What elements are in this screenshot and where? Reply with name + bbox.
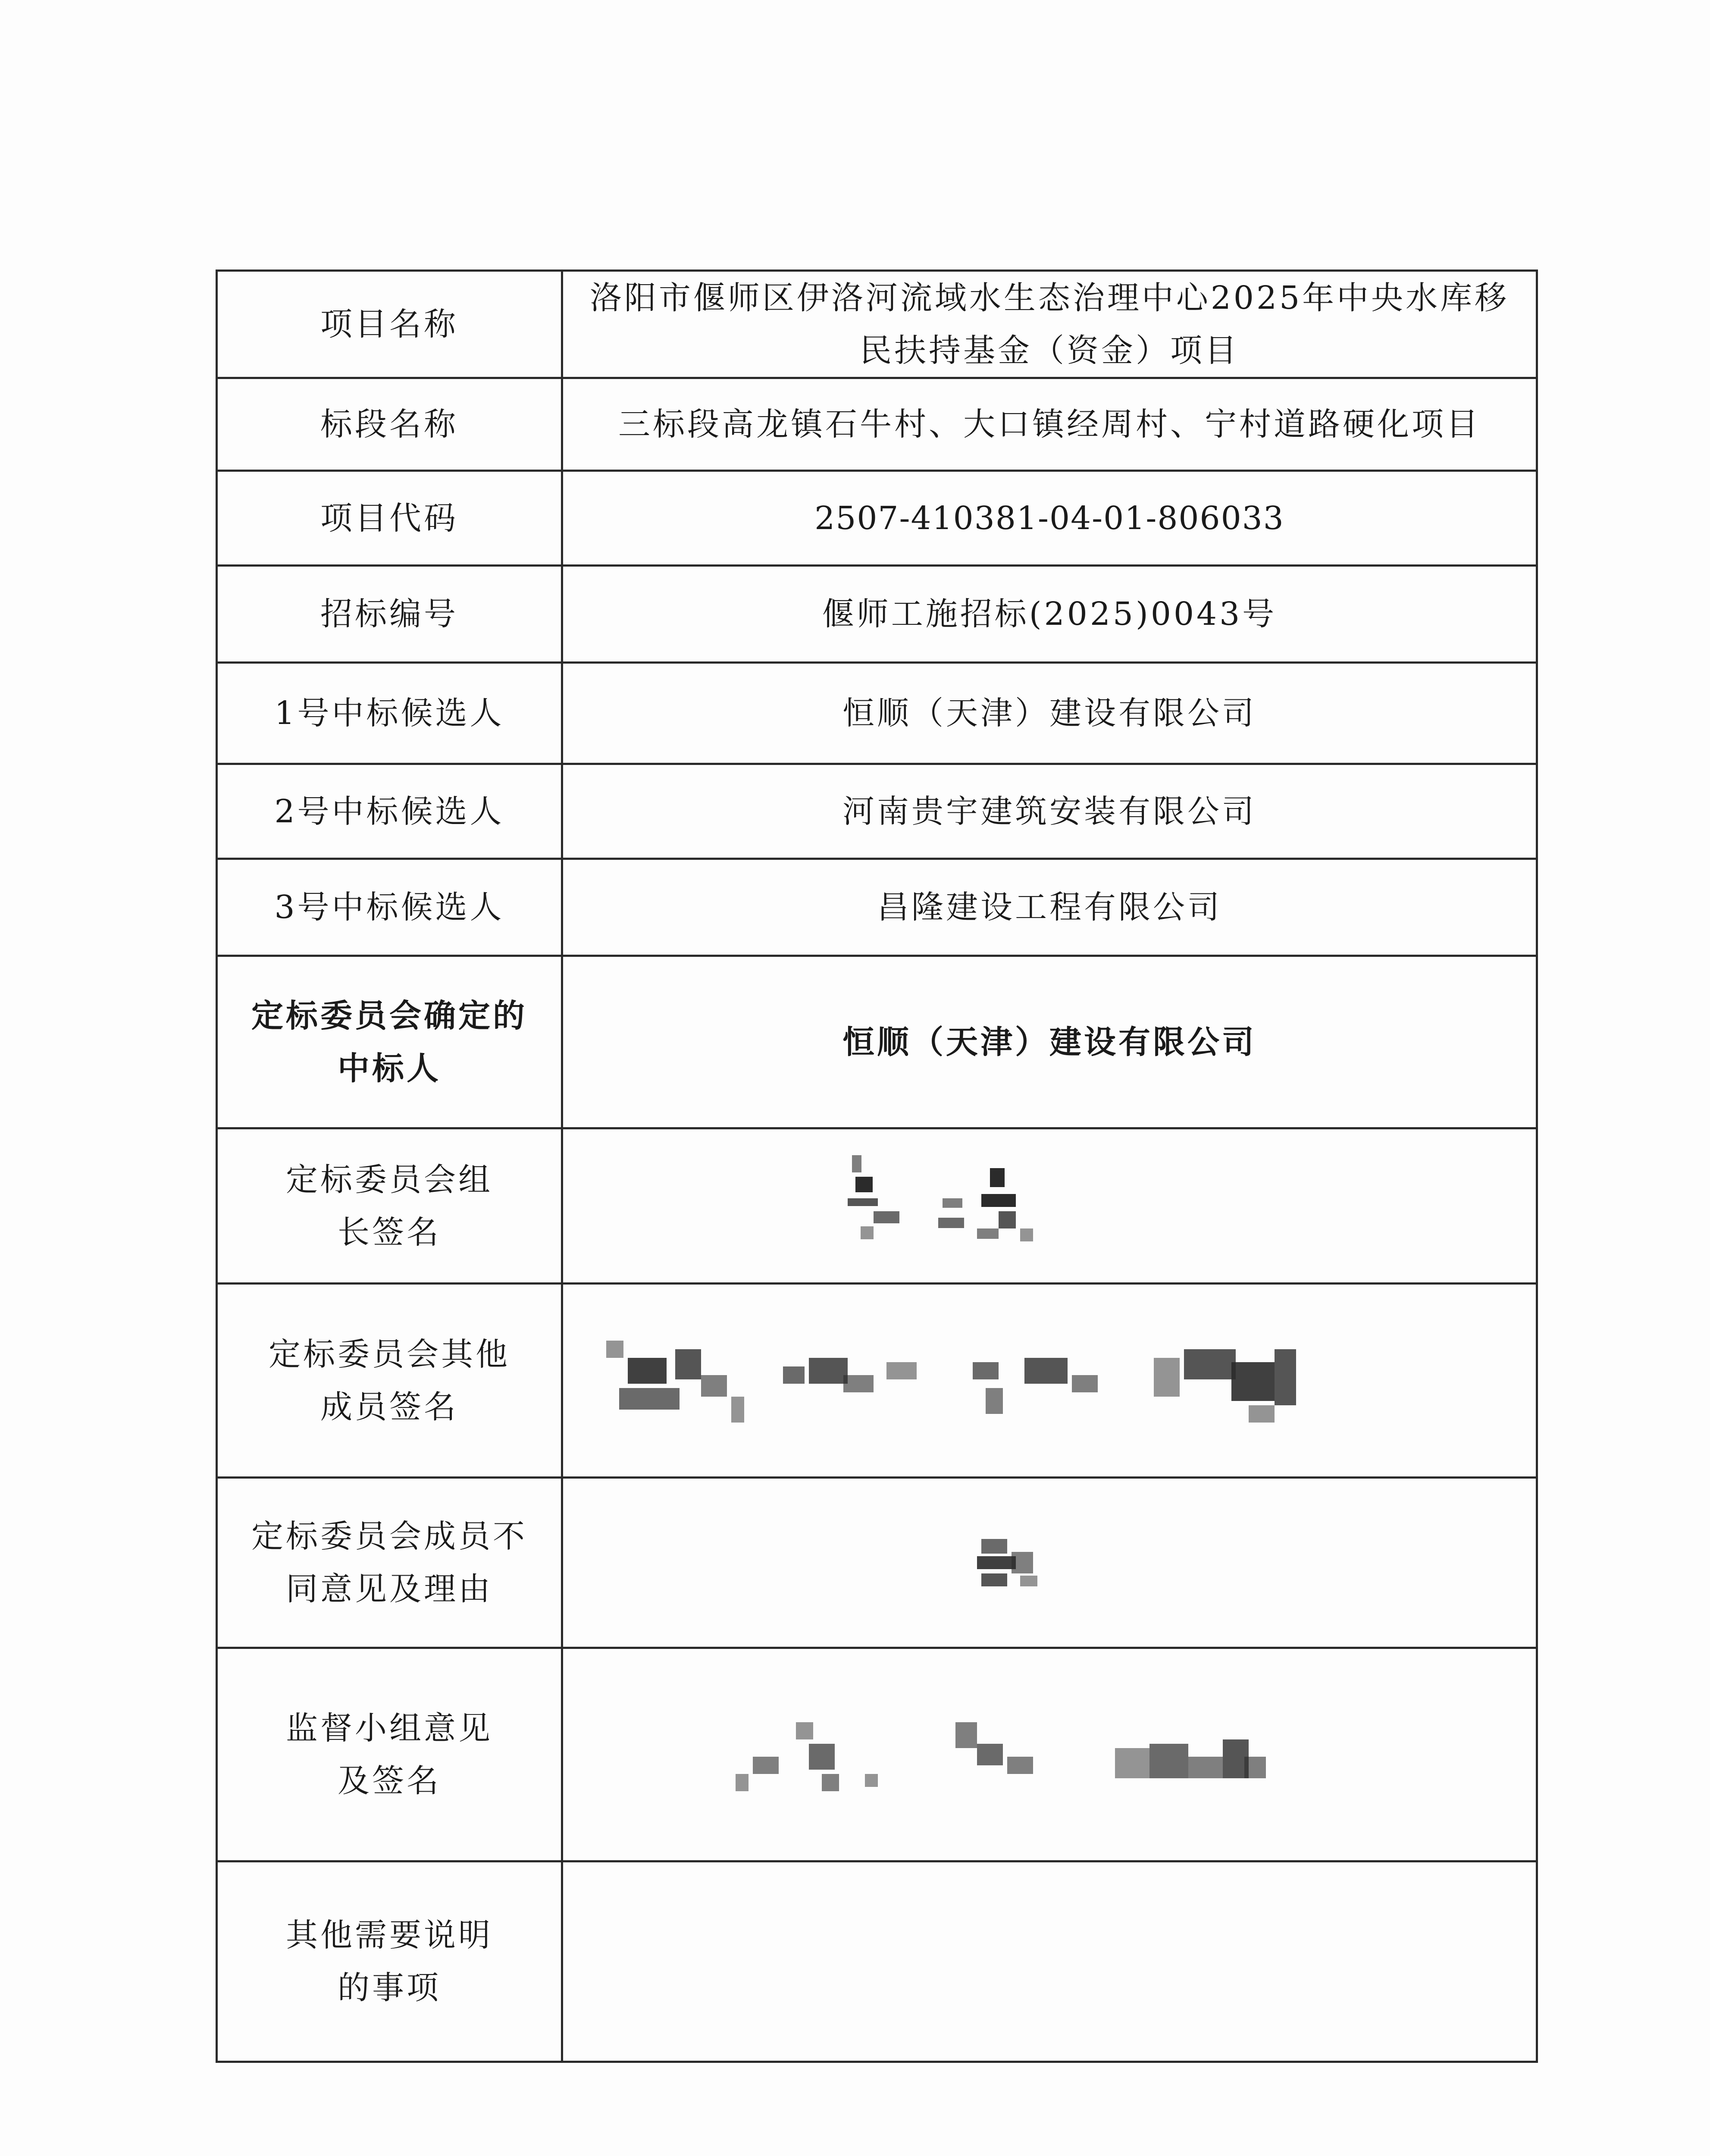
table-row (217, 1128, 1537, 1284)
table-row (217, 1284, 1537, 1478)
bid-result-form-table (216, 270, 1538, 2063)
committee-leader-signature-cell (562, 1128, 1537, 1284)
committee-members-signature-label: 定标委员会其他成员签名 (217, 1284, 562, 1478)
candidate-1-label: 1号中标候选人 (217, 663, 562, 764)
committee-members-signature-cell (562, 1284, 1537, 1478)
table-row (217, 859, 1537, 956)
project-name-value: 洛阳市偃师区伊洛河流域水生态治理中心2025年中央水库移民扶持基金（资金）项目 (562, 271, 1537, 378)
supervision-signature-cell (562, 1648, 1537, 1861)
table-row (217, 956, 1537, 1128)
table-row (217, 663, 1537, 764)
dissenting-opinion-cell (562, 1478, 1537, 1648)
dissenting-opinion-label: 定标委员会成员不同意见及理由 (217, 1478, 562, 1648)
tender-number-value: 偃师工施招标(2025)0043号 (562, 566, 1537, 663)
table-row (217, 471, 1537, 566)
candidate-1-value: 恒顺（天津）建设有限公司 (562, 663, 1537, 764)
section-name-value: 三标段高龙镇石牛村、大口镇经周村、宁村道路硬化项目 (562, 378, 1537, 471)
section-name-label: 标段名称 (217, 378, 562, 471)
candidate-2-value: 河南贵宇建筑安装有限公司 (562, 764, 1537, 859)
candidate-3-label: 3号中标候选人 (217, 859, 562, 956)
table-row (217, 271, 1537, 378)
other-notes-value (562, 1861, 1537, 2062)
dissent-handwriting-image (973, 1535, 1050, 1591)
supervision-signature-image (727, 1709, 1374, 1808)
project-code-label: 项目代码 (217, 471, 562, 566)
project-code-value: 2507-410381-04-01-806033 (562, 471, 1537, 566)
candidate-3-value: 昌隆建设工程有限公司 (562, 859, 1537, 956)
table-row (217, 378, 1537, 471)
table-row (217, 1648, 1537, 1861)
project-name-label: 项目名称 (217, 271, 562, 378)
committee-leader-signature-label: 定标委员会组长签名 (217, 1128, 562, 1284)
winning-bidder-label: 定标委员会确定的中标人 (217, 956, 562, 1128)
table-row (217, 566, 1537, 663)
members-signature-image (602, 1332, 1378, 1435)
table-row (217, 764, 1537, 859)
table-row (217, 1861, 1537, 2062)
tender-number-label: 招标编号 (217, 566, 562, 663)
leader-signature-image (835, 1147, 1059, 1250)
other-notes-label: 其他需要说明的事项 (217, 1861, 562, 2062)
supervision-signature-label: 监督小组意见及签名 (217, 1648, 562, 1861)
table-row (217, 1478, 1537, 1648)
candidate-2-label: 2号中标候选人 (217, 764, 562, 859)
winning-bidder-value: 恒顺（天津）建设有限公司 (562, 956, 1537, 1128)
